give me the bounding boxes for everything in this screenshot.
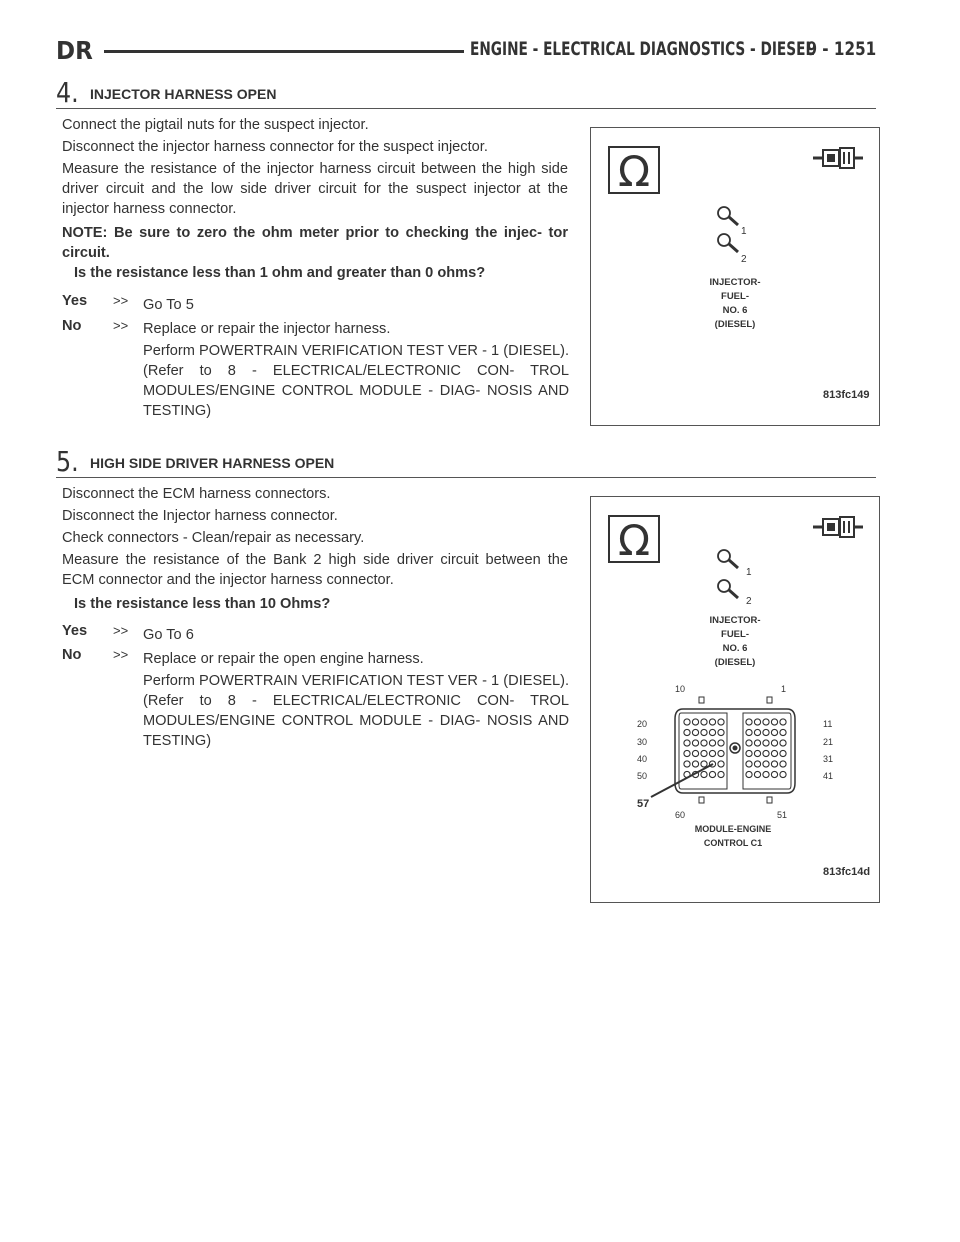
svg-text:INJECTOR-: INJECTOR- xyxy=(709,615,761,626)
svg-text:10: 10 xyxy=(675,684,686,694)
injector-label xyxy=(709,277,760,330)
svg-text:FUEL-: FUEL- xyxy=(721,629,749,640)
svg-text:11: 11 xyxy=(823,719,833,729)
ohmmeter-icon xyxy=(609,147,659,196)
section-4-no-action: Replace or repair the injector harness. xyxy=(143,321,391,337)
svg-text:30: 30 xyxy=(637,737,648,747)
svg-text:NO. 6: NO. 6 xyxy=(722,643,748,654)
header-rule xyxy=(104,50,464,53)
pin-57-callout: 57 xyxy=(637,798,650,810)
section-5-step-3: Check connectors - Clean/repair as necessary. xyxy=(62,530,365,546)
section-5-number: 5. xyxy=(56,445,79,478)
svg-text:51: 51 xyxy=(777,810,788,820)
header-page-number: 9 - 1251 xyxy=(806,38,876,60)
section-5-yes-arrow: >> xyxy=(113,623,129,638)
section-4-question: Is the resistance less than 1 ohm and greater than 0 ohms? xyxy=(74,265,486,281)
figure-id: 813fc149 xyxy=(823,389,870,401)
ohm-symbol: Ω xyxy=(617,516,651,565)
section-4-heading xyxy=(56,76,876,109)
connector-icon xyxy=(813,517,863,537)
section-4-no-label: No xyxy=(62,318,82,334)
svg-text:41: 41 xyxy=(823,771,834,781)
ecm-connector-c1 xyxy=(637,684,833,820)
section-4-yes-arrow: >> xyxy=(113,293,129,308)
svg-text:MODULE-ENGINE: MODULE-ENGINE xyxy=(694,824,772,834)
svg-text:(DIESEL): (DIESEL) xyxy=(714,319,756,330)
page-header xyxy=(56,36,876,66)
section-5-no-action: Replace or repair the open engine harness. xyxy=(143,651,424,667)
svg-text:2: 2 xyxy=(746,596,752,607)
svg-text:CONTROL C1: CONTROL C1 xyxy=(703,838,763,848)
section-4-no-arrow: >> xyxy=(113,318,129,333)
section-5-no-arrow: >> xyxy=(113,647,129,662)
section-5-no-label: No xyxy=(62,647,82,663)
section-5-step-1: Disconnect the ECM harness connectors. xyxy=(62,486,331,502)
section-4-note: NOTE: Be sure to zero the ohm meter prior to checking the injec- tor circuit. xyxy=(62,225,568,261)
svg-text:20: 20 xyxy=(637,719,648,729)
figure-813fc149 xyxy=(590,127,880,426)
section-5-question: Is the resistance less than 10 Ohms? xyxy=(74,596,331,612)
ohm-symbol: Ω xyxy=(617,147,651,196)
section-5-title: HIGH SIDE DRIVER HARNESS OPEN xyxy=(90,455,335,471)
probe-1-icon xyxy=(718,207,747,237)
section-5-step-4: Measure the resistance of the Bank 2 high side driver circuit between the ECM connector and the injector harness connector. xyxy=(62,552,568,588)
section-4-title: INJECTOR HARNESS OPEN xyxy=(90,86,277,102)
section-5-step-2: Disconnect the Injector harness connector. xyxy=(62,508,338,524)
svg-text:60: 60 xyxy=(675,810,686,820)
section-4-step-1: Connect the pigtail nuts for the suspect injector. xyxy=(62,117,369,133)
svg-text:FUEL-: FUEL- xyxy=(721,291,749,302)
svg-text:INJECTOR-: INJECTOR- xyxy=(709,277,761,288)
section-4-yes-action: Go To 5 xyxy=(143,297,194,313)
figure-813fc14d xyxy=(590,496,880,903)
probe-2-icon xyxy=(718,580,752,607)
svg-text:2: 2 xyxy=(741,254,747,265)
section-5-yes-label: Yes xyxy=(62,623,88,639)
svg-text:1: 1 xyxy=(741,226,747,237)
svg-text:(DIESEL): (DIESEL) xyxy=(714,657,756,668)
header-title: ENGINE - ELECTRICAL DIAGNOSTICS - DIESEL xyxy=(470,38,815,60)
ohmmeter-icon xyxy=(609,516,659,565)
section-4-no-detail: Perform POWERTRAIN VERIFICATION TEST VER - 1 (DIESEL). (Refer to 8 - ELECTRICAL/ELECTRONIC CON- TROL MODULES/ENGINE CONTROL MODULE - DIAG- NOSIS AND TESTING) xyxy=(143,343,569,419)
section-5-heading xyxy=(56,445,876,478)
section-4-number: 4. xyxy=(56,76,79,109)
svg-text:21: 21 xyxy=(823,737,834,747)
svg-text:1: 1 xyxy=(746,567,752,578)
svg-text:40: 40 xyxy=(637,754,648,764)
svg-text:50: 50 xyxy=(637,771,648,781)
probe-2-icon xyxy=(718,234,747,265)
section-4-step-2: Disconnect the injector harness connector for the suspect injector. xyxy=(62,139,488,155)
figure-id: 813fc14d xyxy=(823,866,871,878)
injector-label xyxy=(709,615,760,668)
section-5-no-detail: Perform POWERTRAIN VERIFICATION TEST VER - 1 (DIESEL). (Refer to 8 - ELECTRICAL/ELECTRONIC CON- TROL MODULES/ENGINE CONTROL MODULE - DIAG- NOSIS AND TESTING) xyxy=(143,673,569,749)
section-4-yes-label: Yes xyxy=(62,293,88,309)
section-5-yes-action: Go To 6 xyxy=(143,627,194,643)
svg-text:31: 31 xyxy=(823,754,834,764)
svg-text:NO. 6: NO. 6 xyxy=(722,305,748,316)
probe-1-icon xyxy=(718,550,752,578)
connector-icon xyxy=(813,148,863,168)
header-model-code: DR xyxy=(56,36,93,65)
svg-text:1: 1 xyxy=(781,684,787,694)
section-4-step-3: Measure the resistance of the injector harness circuit between the high side driver circuit and the low side driver circuit for the suspect injector at the injector harness connector. xyxy=(62,161,568,217)
module-label xyxy=(695,824,772,848)
